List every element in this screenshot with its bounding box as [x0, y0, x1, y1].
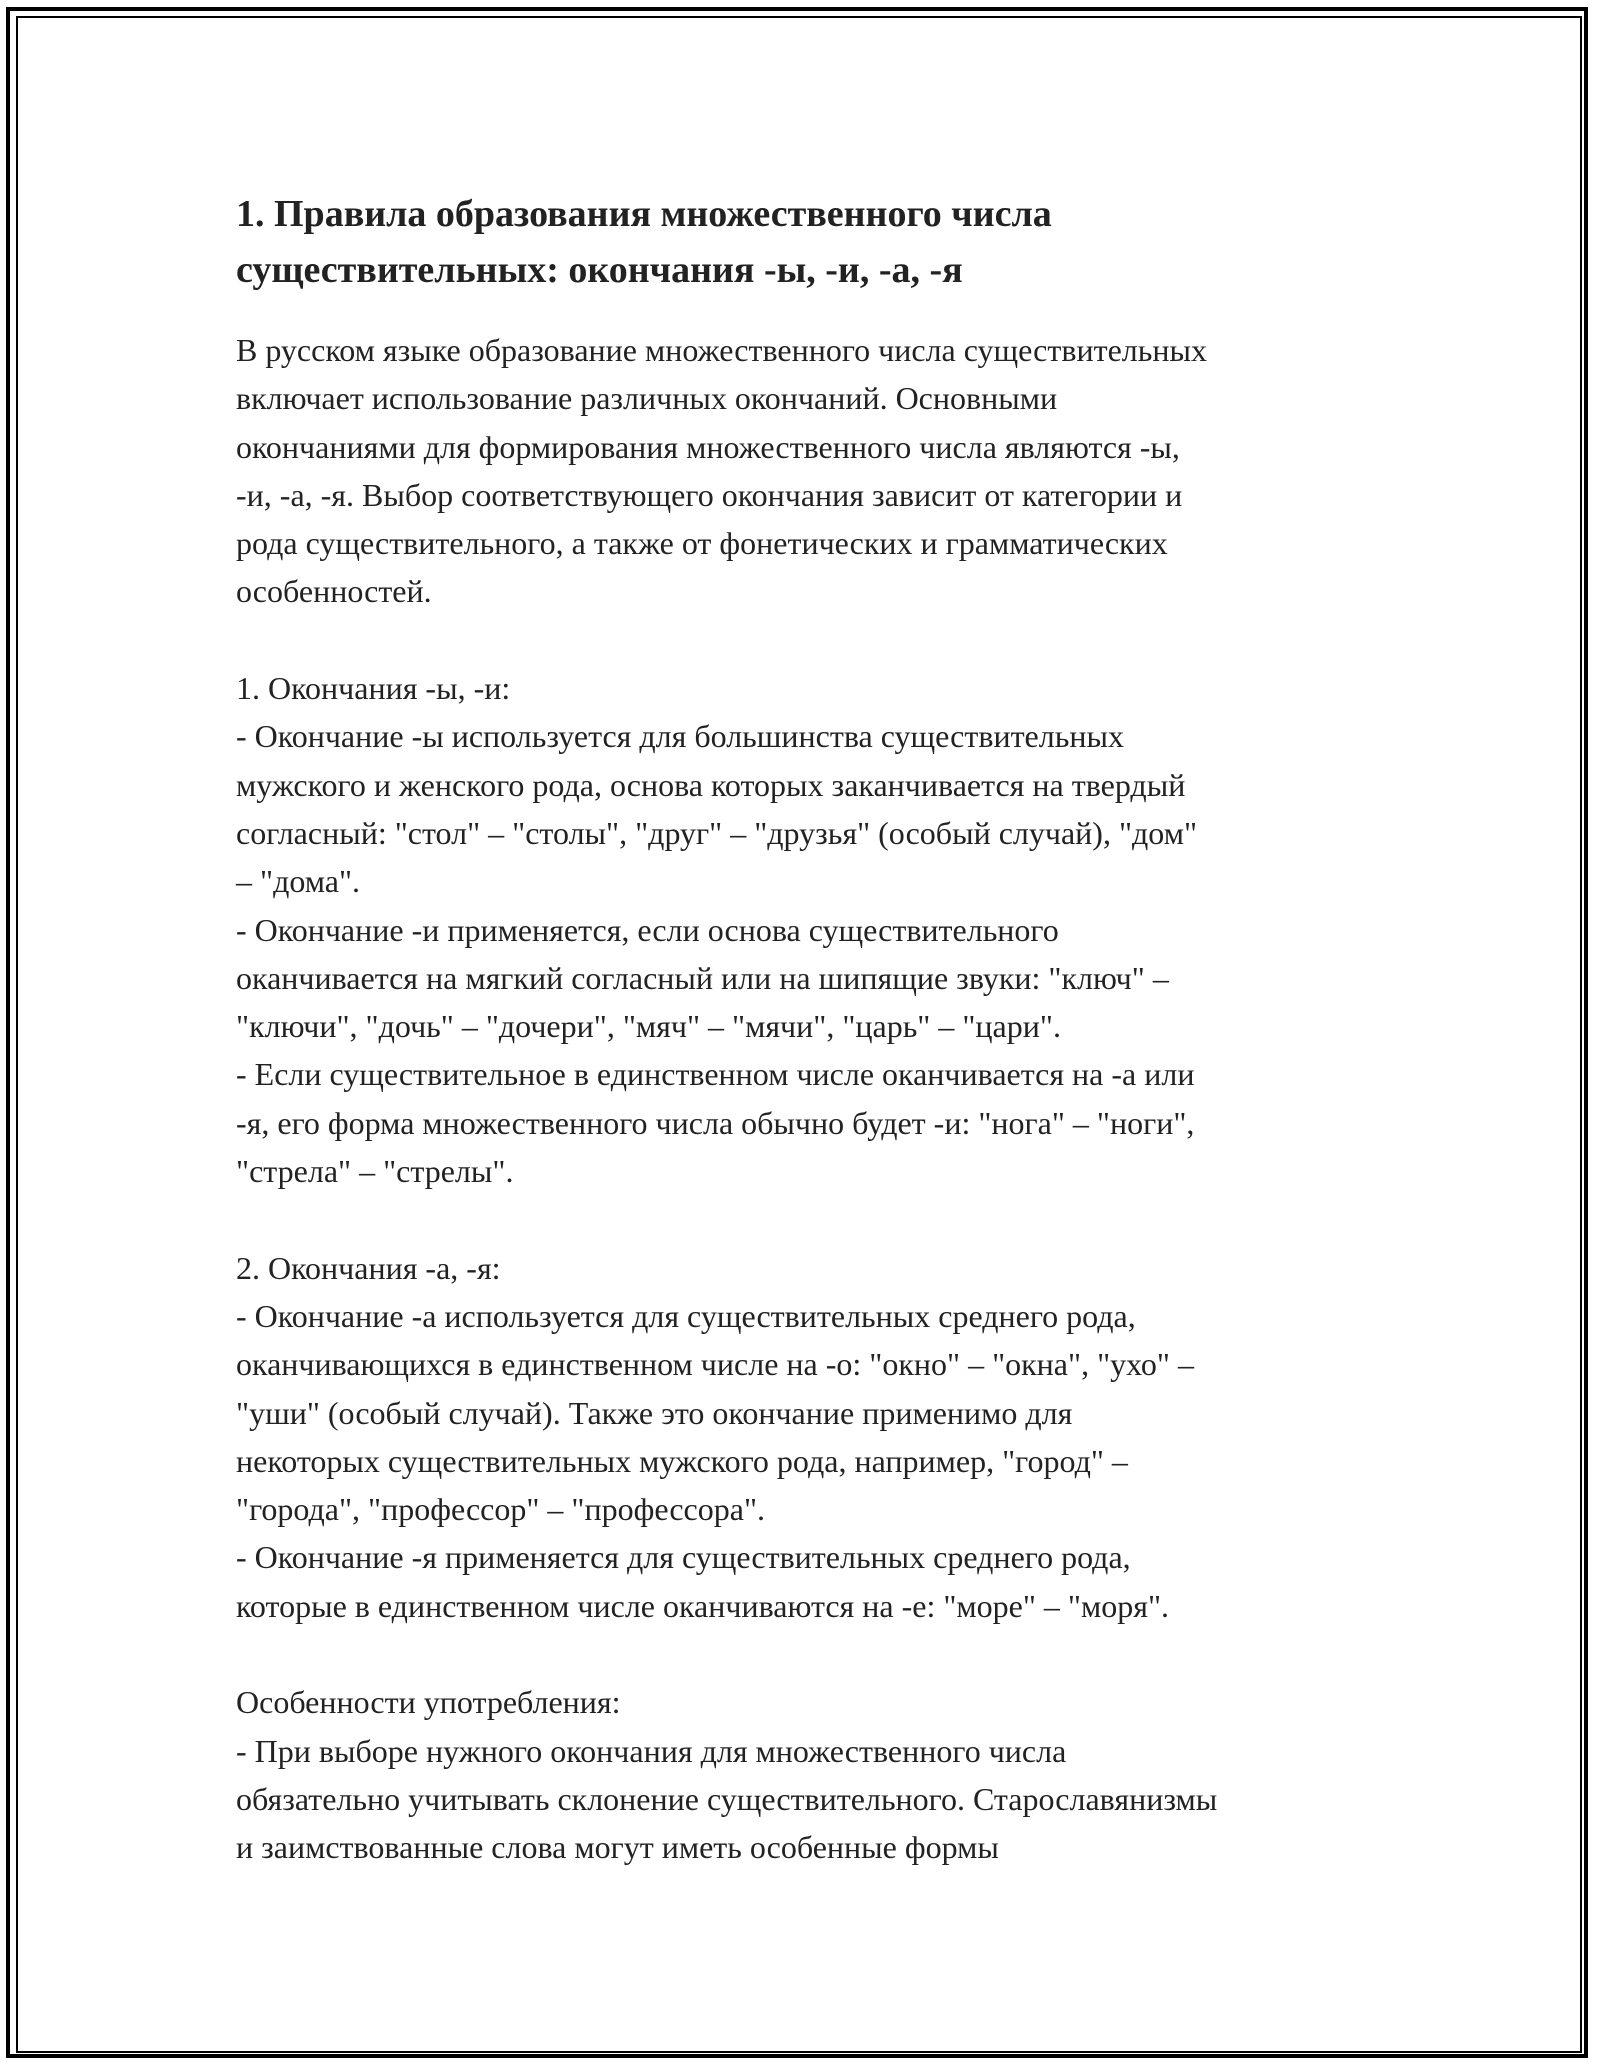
section-heading-2: 2. Окончания -а, -я:	[236, 1249, 501, 1286]
usage-line: обязательно учитывать склонение существительного. Старославянизмы	[236, 1780, 1218, 1817]
section-1-line: - Если существительное в единственном числе оканчивается на -а или	[236, 1056, 1195, 1093]
title-line: существительных: окончания -ы, -и, -а, -я	[236, 249, 963, 291]
section-1-line: "ключи", "дочь" – "дочери", "мяч" – "мячи", "царь" – "цари".	[236, 1008, 1061, 1045]
usage-line: - При выборе нужного окончания для множественного числа	[236, 1732, 1067, 1769]
section-2-line: оканчивающихся в единственном числе на -о: "окно" – "окна", "ухо" –	[236, 1346, 1194, 1383]
section-1-line: - Окончание -и применяется, если основа существительного	[236, 911, 1059, 948]
usage-line: и заимствованные слова могут иметь особенные формы	[236, 1829, 999, 1866]
section-1-line: оканчивается на мягкий согласный или на шипящие звуки: "ключ" –	[236, 959, 1169, 996]
section-1-line: -я, его форма множественного числа обычно будет -и: "нога" – "ноги",	[236, 1104, 1195, 1141]
section-2-line: "уши" (особый случай). Также это окончание применимо для	[236, 1394, 1073, 1431]
title-line: 1. Правила образования множественного числа	[236, 193, 1052, 235]
document-content	[236, 186, 1376, 1872]
section-1-line: - Окончание -ы используется для большинства существительных	[236, 718, 1124, 755]
intro-line: особенностей.	[236, 573, 432, 610]
section-2-line: которые в единственном числе оканчиваются на -е: "море" – "моря".	[236, 1587, 1170, 1624]
intro-line: -и, -а, -я. Выбор соответствующего окончания зависит от категории и	[236, 476, 1183, 513]
intro-line: включает использование различных окончаний. Основными	[236, 380, 1058, 417]
section-1-line: "стрела" – "стрелы".	[236, 1153, 514, 1190]
section-1-line: согласный: "стол" – "столы", "друг" – "друзья" (особый случай), "дом"	[236, 814, 1197, 851]
section-1-line: мужского и женского рода, основа которых заканчивается на твердый	[236, 766, 1186, 803]
section-2-line: "города", "профессор" – "профессора".	[236, 1491, 765, 1528]
section-2-line: - Окончание -а используется для существительных среднего рода,	[236, 1297, 1136, 1334]
section-heading-1: 1. Окончания -ы, -и:	[236, 670, 511, 707]
blank-line	[236, 616, 1376, 664]
section-2-line: некоторых существительных мужского рода, например, "город" –	[236, 1442, 1128, 1479]
section-1-line: – "дома".	[236, 863, 361, 900]
intro-line: В русском языке образование множественного числа существительных	[236, 332, 1207, 368]
section-heading-usage: Особенности употребления:	[236, 1684, 621, 1721]
document-title	[236, 186, 1196, 298]
intro-line: рода существительного, а также от фонетических и грамматических	[236, 525, 1168, 562]
section-2-line: - Окончание -я применяется для существительных среднего рода,	[236, 1539, 1131, 1576]
document-body	[236, 298, 1376, 1872]
intro-line: окончаниями для формирования множественного числа являются -ы,	[236, 428, 1180, 465]
blank-line	[236, 1630, 1376, 1678]
blank-line	[236, 1195, 1376, 1243]
